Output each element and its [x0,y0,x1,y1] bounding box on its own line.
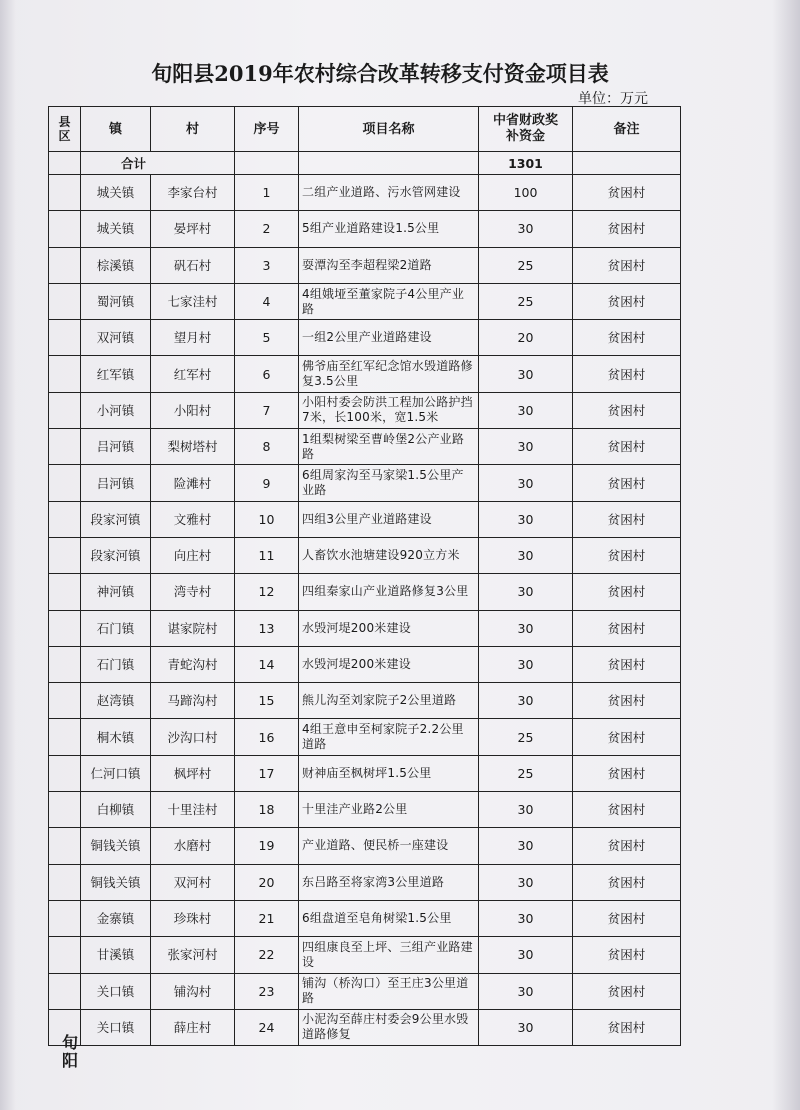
town-cell: 棕溪镇 [81,247,151,283]
table-row [49,900,681,936]
note-cell: 贫困村 [573,683,681,719]
funds-cell: 25 [479,283,573,319]
funds-cell: 30 [479,610,573,646]
seq-cell: 7 [235,392,299,428]
seq-cell: 23 [235,973,299,1009]
county-cell [49,683,81,719]
table-row [49,283,681,319]
funds-cell: 25 [479,719,573,755]
note-cell: 贫困村 [573,792,681,828]
note-cell: 贫困村 [573,973,681,1009]
seq-cell: 12 [235,574,299,610]
total-funds: 1301 [479,152,573,175]
project-cell: 铺沟（桥沟口）至王庄3公里道路 [299,973,479,1009]
table-row [49,574,681,610]
total-project-cell [299,152,479,175]
town-cell: 小河镇 [81,392,151,428]
table-row [49,320,681,356]
seq-cell: 21 [235,900,299,936]
total-seq-cell [235,152,299,175]
village-cell: 七家洼村 [151,283,235,319]
village-cell: 张家河村 [151,937,235,973]
funds-cell: 30 [479,1009,573,1045]
note-cell: 贫困村 [573,719,681,755]
project-cell: 5组产业道路建设1.5公里 [299,211,479,247]
project-cell: 产业道路、便民桥一座建设 [299,828,479,864]
total-label: 合计 [81,152,235,175]
table-row [49,392,681,428]
village-cell: 李家台村 [151,175,235,211]
project-cell: 小阳村委会防洪工程加公路护挡7米，长100米，宽1.5米 [299,392,479,428]
town-cell: 关口镇 [81,973,151,1009]
table-row [49,211,681,247]
funds-cell: 30 [479,211,573,247]
table-row [49,937,681,973]
seq-cell: 24 [235,1009,299,1045]
funds-cell: 30 [479,429,573,465]
funds-cell: 25 [479,755,573,791]
table-row [49,828,681,864]
village-cell: 青蛇沟村 [151,646,235,682]
funds-cell: 30 [479,973,573,1009]
total-county-cell [49,152,81,175]
seq-cell: 22 [235,937,299,973]
page-edge-shadow [772,0,800,1110]
county-cell [49,392,81,428]
village-cell: 矾石村 [151,247,235,283]
footer-mark: 旬阳 [62,1033,79,1070]
funds-cell: 30 [479,574,573,610]
note-cell: 贫困村 [573,501,681,537]
county-cell [49,429,81,465]
funds-cell: 30 [479,900,573,936]
county-cell [49,356,81,392]
town-cell: 段家河镇 [81,501,151,537]
project-cell: 6组周家沟至马家梁1.5公里产业路 [299,465,479,501]
town-cell: 城关镇 [81,211,151,247]
town-cell: 金寨镇 [81,900,151,936]
county-cell [49,537,81,573]
project-table [48,106,681,1046]
note-cell: 贫困村 [573,175,681,211]
project-cell: 东吕路至将家湾3公里道路 [299,864,479,900]
funds-cell: 30 [479,537,573,573]
village-cell: 红军村 [151,356,235,392]
county-cell [49,864,81,900]
county-cell [49,900,81,936]
seq-cell: 8 [235,429,299,465]
village-cell: 薛庄村 [151,1009,235,1045]
header-seq: 序号 [235,107,299,152]
note-cell: 贫困村 [573,320,681,356]
funds-cell: 30 [479,356,573,392]
county-cell [49,973,81,1009]
note-cell: 贫困村 [573,537,681,573]
project-cell: 6组盘道至皂角树梁1.5公里 [299,900,479,936]
project-cell: 4组娥垭至董家院子4公里产业路 [299,283,479,319]
funds-cell: 30 [479,646,573,682]
funds-cell: 30 [479,465,573,501]
village-cell: 十里洼村 [151,792,235,828]
note-cell: 贫困村 [573,900,681,936]
village-cell: 险滩村 [151,465,235,501]
seq-cell: 14 [235,646,299,682]
seq-cell: 13 [235,610,299,646]
seq-cell: 5 [235,320,299,356]
table-row [49,683,681,719]
county-cell [49,501,81,537]
village-cell: 晏坪村 [151,211,235,247]
project-cell: 四组康良至上坪、三组产业路建设 [299,937,479,973]
project-cell: 四组秦家山产业道路修复3公里 [299,574,479,610]
project-cell: 人畜饮水池塘建设920立方米 [299,537,479,573]
county-cell [49,610,81,646]
project-cell: 小泥沟至薛庄村委会9公里水毁道路修复 [299,1009,479,1045]
county-cell [49,247,81,283]
town-cell: 甘溪镇 [81,937,151,973]
note-cell: 贫困村 [573,574,681,610]
project-cell: 1组梨树梁至曹岭堡2公产业路路 [299,429,479,465]
seq-cell: 19 [235,828,299,864]
project-cell: 耍潭沟至李超程梁2道路 [299,247,479,283]
village-cell: 沙沟口村 [151,719,235,755]
village-cell: 小阳村 [151,392,235,428]
village-cell: 文雅村 [151,501,235,537]
table-row [49,755,681,791]
note-cell: 贫困村 [573,429,681,465]
county-cell [49,283,81,319]
header-project: 项目名称 [299,107,479,152]
town-cell: 神河镇 [81,574,151,610]
table-row [49,175,681,211]
county-cell [49,574,81,610]
town-cell: 赵湾镇 [81,683,151,719]
table-row [49,465,681,501]
town-cell: 吕河镇 [81,429,151,465]
note-cell: 贫困村 [573,1009,681,1045]
funds-cell: 30 [479,501,573,537]
header-town: 镇 [81,107,151,152]
town-cell: 铜钱关镇 [81,828,151,864]
project-cell: 一组2公里产业道路建设 [299,320,479,356]
seq-cell: 9 [235,465,299,501]
village-cell: 望月村 [151,320,235,356]
seq-cell: 20 [235,864,299,900]
county-cell [49,719,81,755]
header-funds: 中省财政奖补资金 [479,107,573,152]
town-cell: 城关镇 [81,175,151,211]
town-cell: 桐木镇 [81,719,151,755]
document-title: 旬阳县2019年农村综合改革转移支付资金项目表 [151,61,609,86]
total-note-cell [573,152,681,175]
seq-cell: 15 [235,683,299,719]
project-cell: 二组产业道路、污水管网建设 [299,175,479,211]
note-cell: 贫困村 [573,828,681,864]
seq-cell: 11 [235,537,299,573]
county-cell [49,211,81,247]
funds-cell: 20 [479,320,573,356]
note-cell: 贫困村 [573,211,681,247]
note-cell: 贫困村 [573,864,681,900]
seq-cell: 18 [235,792,299,828]
village-cell: 珍珠村 [151,900,235,936]
village-cell: 铺沟村 [151,973,235,1009]
village-cell: 马蹄沟村 [151,683,235,719]
header-note: 备注 [573,107,681,152]
table-row [49,610,681,646]
table-row [49,973,681,1009]
funds-cell: 30 [479,937,573,973]
funds-cell: 30 [479,392,573,428]
project-cell: 四组3公里产业道路建设 [299,501,479,537]
header-county: 县区 [49,107,81,152]
total-row [49,152,681,175]
note-cell: 贫困村 [573,247,681,283]
village-cell: 向庄村 [151,537,235,573]
town-cell: 石门镇 [81,646,151,682]
note-cell: 贫困村 [573,465,681,501]
note-cell: 贫困村 [573,283,681,319]
funds-cell: 30 [479,828,573,864]
village-cell: 双河村 [151,864,235,900]
header-village: 村 [151,107,235,152]
village-cell: 湾寺村 [151,574,235,610]
seq-cell: 16 [235,719,299,755]
town-cell: 蜀河镇 [81,283,151,319]
county-cell [49,465,81,501]
project-cell: 财神庙至枫树坪1.5公里 [299,755,479,791]
table-row [49,864,681,900]
binding-shadow [0,0,16,1110]
unit-label: 单位：万元 [578,91,648,107]
note-cell: 贫困村 [573,392,681,428]
town-cell: 红军镇 [81,356,151,392]
table-row [49,501,681,537]
funds-cell: 30 [479,792,573,828]
town-cell: 铜钱关镇 [81,864,151,900]
project-cell: 4组王意申至柯家院子2.2公里道路 [299,719,479,755]
table-row [49,792,681,828]
county-cell [49,320,81,356]
county-cell [49,755,81,791]
table-row [49,646,681,682]
funds-cell: 25 [479,247,573,283]
county-cell [49,792,81,828]
table-row [49,247,681,283]
note-cell: 贫困村 [573,755,681,791]
village-cell: 谌家院村 [151,610,235,646]
note-cell: 贫困村 [573,610,681,646]
project-cell: 水毁河堤200米建设 [299,610,479,646]
town-cell: 双河镇 [81,320,151,356]
table-row [49,719,681,755]
note-cell: 贫困村 [573,646,681,682]
seq-cell: 10 [235,501,299,537]
town-cell: 吕河镇 [81,465,151,501]
seq-cell: 3 [235,247,299,283]
town-cell: 仁河口镇 [81,755,151,791]
village-cell: 水磨村 [151,828,235,864]
table-row [49,429,681,465]
seq-cell: 6 [235,356,299,392]
project-cell: 水毁河堤200米建设 [299,646,479,682]
project-cell: 佛爷庙至红军纪念馆水毁道路修复3.5公里 [299,356,479,392]
seq-cell: 17 [235,755,299,791]
project-cell: 熊儿沟至刘家院子2公里道路 [299,683,479,719]
village-cell: 枫坪村 [151,755,235,791]
note-cell: 贫困村 [573,937,681,973]
funds-cell: 30 [479,864,573,900]
county-cell [49,175,81,211]
county-cell [49,828,81,864]
seq-cell: 4 [235,283,299,319]
table-row [49,537,681,573]
county-cell [49,646,81,682]
town-cell: 石门镇 [81,610,151,646]
table-row [49,1009,681,1045]
seq-cell: 2 [235,211,299,247]
town-cell: 关口镇 [81,1009,151,1045]
table-row [49,356,681,392]
town-cell: 白柳镇 [81,792,151,828]
seq-cell: 1 [235,175,299,211]
funds-cell: 100 [479,175,573,211]
village-cell: 梨树塔村 [151,429,235,465]
table-header-row [49,107,681,152]
note-cell: 贫困村 [573,356,681,392]
town-cell: 段家河镇 [81,537,151,573]
project-cell: 十里洼产业路2公里 [299,792,479,828]
funds-cell: 30 [479,683,573,719]
county-cell [49,937,81,973]
